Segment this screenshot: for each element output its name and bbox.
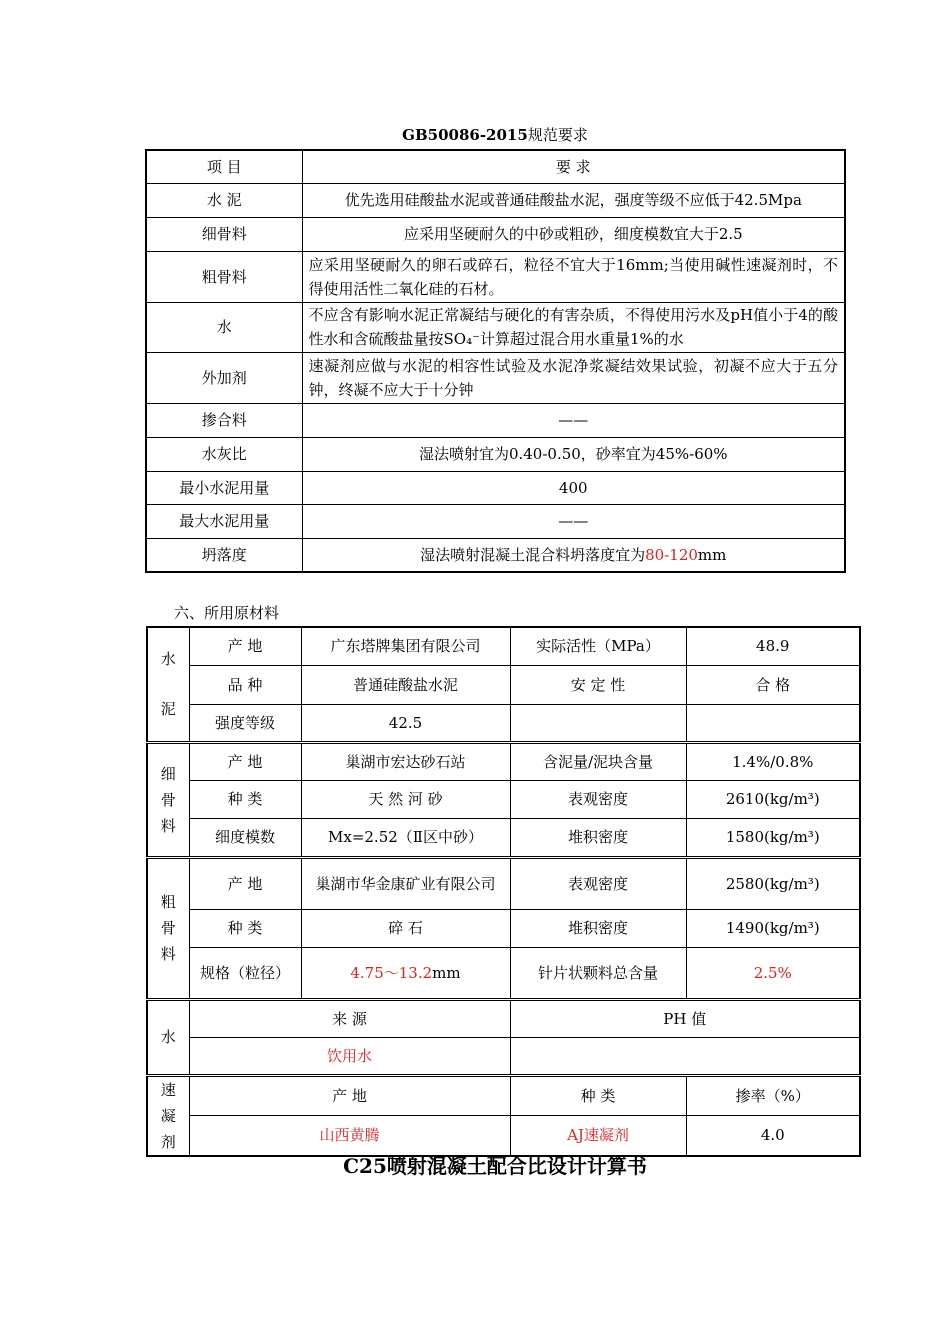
fine-mud: 1.4%/0.8%: [686, 742, 860, 780]
spec-item: 最大水泥用量: [146, 504, 302, 538]
fine-mud-label: 含泥量/泥块含量: [510, 742, 686, 780]
coarse-apparent-label: 表观密度: [510, 857, 686, 909]
table-row: [147, 818, 860, 857]
coarse-needle-label: 针片状颗料总含量: [510, 947, 686, 999]
cement-stability-label: 安 定 性: [510, 665, 686, 704]
spec-item: 坍落度: [146, 538, 302, 572]
table-row: [147, 947, 860, 999]
group-char: 细: [160, 764, 176, 783]
table-row: [147, 999, 860, 1037]
accelerator-rate: 4.0: [686, 1115, 860, 1155]
spec-requirement: 400: [302, 471, 845, 504]
table-row: [146, 217, 845, 251]
table-row: [146, 352, 845, 403]
spec-requirement: 湿法喷射宜为0.40-0.50，砂率宜为45%-60%: [302, 437, 845, 471]
table-row: [146, 403, 845, 437]
spec-requirement: 不应含有影响水泥正常凝结与硬化的有害杂质，不得使用污水及pH值小于4的酸性水和含硫酸盐量按SO₄⁻计算超过混合用水重量1%的水: [302, 302, 845, 352]
group-char: 速: [160, 1080, 176, 1099]
table-header-row: [146, 150, 845, 183]
spec-requirements-table: [145, 149, 846, 573]
table-row: [146, 504, 845, 538]
group-char: 水: [160, 650, 176, 669]
coarse-size-unit: mm: [432, 963, 461, 982]
table-row: [147, 1037, 860, 1075]
spec-item: 细骨料: [146, 217, 302, 251]
group-char: 水: [160, 1028, 176, 1046]
coarse-origin-label: 产 地: [189, 857, 301, 909]
fine-origin-label: 产 地: [189, 742, 301, 780]
accelerator-origin-label: 产 地: [189, 1075, 510, 1115]
table-row: [147, 704, 860, 742]
table-row: [147, 780, 860, 818]
fine-bulk: 1580(kg/m³): [686, 818, 860, 857]
coarse-apparent: 2580(kg/m³): [686, 857, 860, 909]
raw-materials-table: [146, 626, 861, 1157]
coarse-needle: 2.5%: [686, 947, 860, 999]
table-row: [147, 1075, 860, 1115]
empty-cell: [510, 704, 686, 742]
group-water: [147, 999, 189, 1075]
cement-stability: 合 格: [686, 665, 860, 704]
table-row: [147, 627, 860, 665]
table-row: [146, 251, 845, 302]
section-heading: 六、所用原材料: [174, 604, 280, 622]
spec-table-title: [145, 125, 845, 145]
cement-origin-label: 产 地: [189, 627, 301, 665]
group-char: 料: [160, 816, 176, 835]
spec-requirement: [302, 538, 845, 572]
coarse-size-label: 规格（粒径）: [189, 947, 301, 999]
spec-item: 掺合料: [146, 403, 302, 437]
cement-variety-label: 品 种: [189, 665, 301, 704]
cement-variety: 普通硅酸盐水泥: [301, 665, 510, 704]
coarse-bulk-label: 堆积密度: [510, 909, 686, 947]
spec-item: 水灰比: [146, 437, 302, 471]
table-row: [147, 857, 860, 909]
coarse-origin: 巢湖市华金康矿业有限公司: [301, 857, 510, 909]
coarse-type-label: 种 类: [189, 909, 301, 947]
group-char: 料: [160, 945, 176, 963]
spec-item: 外加剂: [146, 352, 302, 403]
table-row: [146, 538, 845, 572]
header-requirement: 要 求: [302, 150, 845, 183]
group-char: 泥: [160, 700, 176, 719]
group-char: 粗: [160, 893, 176, 911]
cement-activity-label: 实际活性（MPa）: [510, 627, 686, 665]
group-char: 剂: [160, 1132, 176, 1151]
spec-code: GB50086-2015: [402, 126, 528, 144]
cement-grade-label: 强度等级: [189, 704, 301, 742]
group-char: 骨: [160, 790, 176, 809]
table-row: [147, 1115, 860, 1155]
spec-requirement: 优先选用硅酸盐水泥或普通硅酸盐水泥，强度等级不应低于42.5Mpa: [302, 183, 845, 217]
header-item: 项 目: [146, 150, 302, 183]
table-row: [146, 183, 845, 217]
water-source: 饮用水: [189, 1037, 510, 1075]
spec-requirement: 应采用坚硬耐久的卵石或碎石，粒径不宜大于16mm;当使用碱性速凝剂时，不得使用活性二氧化硅的石材。: [302, 251, 845, 302]
coarse-size: [301, 947, 510, 999]
accelerator-type: AJ速凝剂: [510, 1115, 686, 1155]
coarse-bulk: 1490(kg/m³): [686, 909, 860, 947]
fine-bulk-label: 堆积密度: [510, 818, 686, 857]
group-fine-aggregate: [147, 742, 189, 857]
accelerator-type-label: 种 类: [510, 1075, 686, 1115]
spec-requirement: ——: [302, 403, 845, 437]
spec-requirement: ——: [302, 504, 845, 538]
water-source-label: 来 源: [189, 999, 510, 1037]
cement-activity: 48.9: [686, 627, 860, 665]
group-coarse-aggregate: [147, 857, 189, 999]
table-row: [146, 471, 845, 504]
group-cement: [147, 627, 189, 742]
accelerator-rate-label: 掺率（%）: [686, 1075, 860, 1115]
spec-requirement: 速凝剂应做与水泥的相容性试验及水泥净浆凝结效果试验，初凝不应大于五分钟，终凝不应大于十分钟: [302, 352, 845, 403]
cement-origin: 广东塔牌集团有限公司: [301, 627, 510, 665]
coarse-type: 碎 石: [301, 909, 510, 947]
group-char: 凝: [160, 1106, 176, 1125]
spec-item: 水: [146, 302, 302, 352]
empty-cell: [686, 704, 860, 742]
fine-modulus-label: 细度模数: [189, 818, 301, 857]
spec-title-text: 规范要求: [527, 126, 588, 144]
group-accelerator: [147, 1075, 189, 1156]
coarse-size-range: 4.75～13.2: [350, 963, 433, 982]
fine-modulus: Mx=2.52（Ⅱ区中砂）: [301, 818, 510, 857]
table-row: [146, 437, 845, 471]
fine-apparent-label: 表观密度: [510, 780, 686, 818]
spec-item: 粗骨料: [146, 251, 302, 302]
fine-type-label: 种 类: [189, 780, 301, 818]
slump-unit: mm: [697, 545, 727, 564]
document-heading: C25喷射混凝土配合比设计计算书: [343, 1154, 647, 1178]
spec-item: 水 泥: [146, 183, 302, 217]
table-row: [147, 665, 860, 704]
table-row: [147, 742, 860, 780]
fine-apparent: 2610(kg/m³): [686, 780, 860, 818]
table-row: [147, 909, 860, 947]
fine-origin: 巢湖市宏达砂石站: [301, 742, 510, 780]
water-ph-label: PH 值: [510, 999, 860, 1037]
fine-type: 天 然 河 砂: [301, 780, 510, 818]
spec-item: 最小水泥用量: [146, 471, 302, 504]
cement-grade: 42.5: [301, 704, 510, 742]
spec-requirement: 应采用坚硬耐久的中砂或粗砂，细度模数宜大于2.5: [302, 217, 845, 251]
slump-range: 80-120: [645, 545, 698, 564]
table-row: [146, 302, 845, 352]
group-char: 骨: [160, 919, 176, 937]
slump-prefix: 湿法喷射混凝土混合料坍落度宜为: [420, 545, 646, 564]
accelerator-origin: 山西黄腾: [189, 1115, 510, 1155]
water-ph: [510, 1037, 860, 1075]
